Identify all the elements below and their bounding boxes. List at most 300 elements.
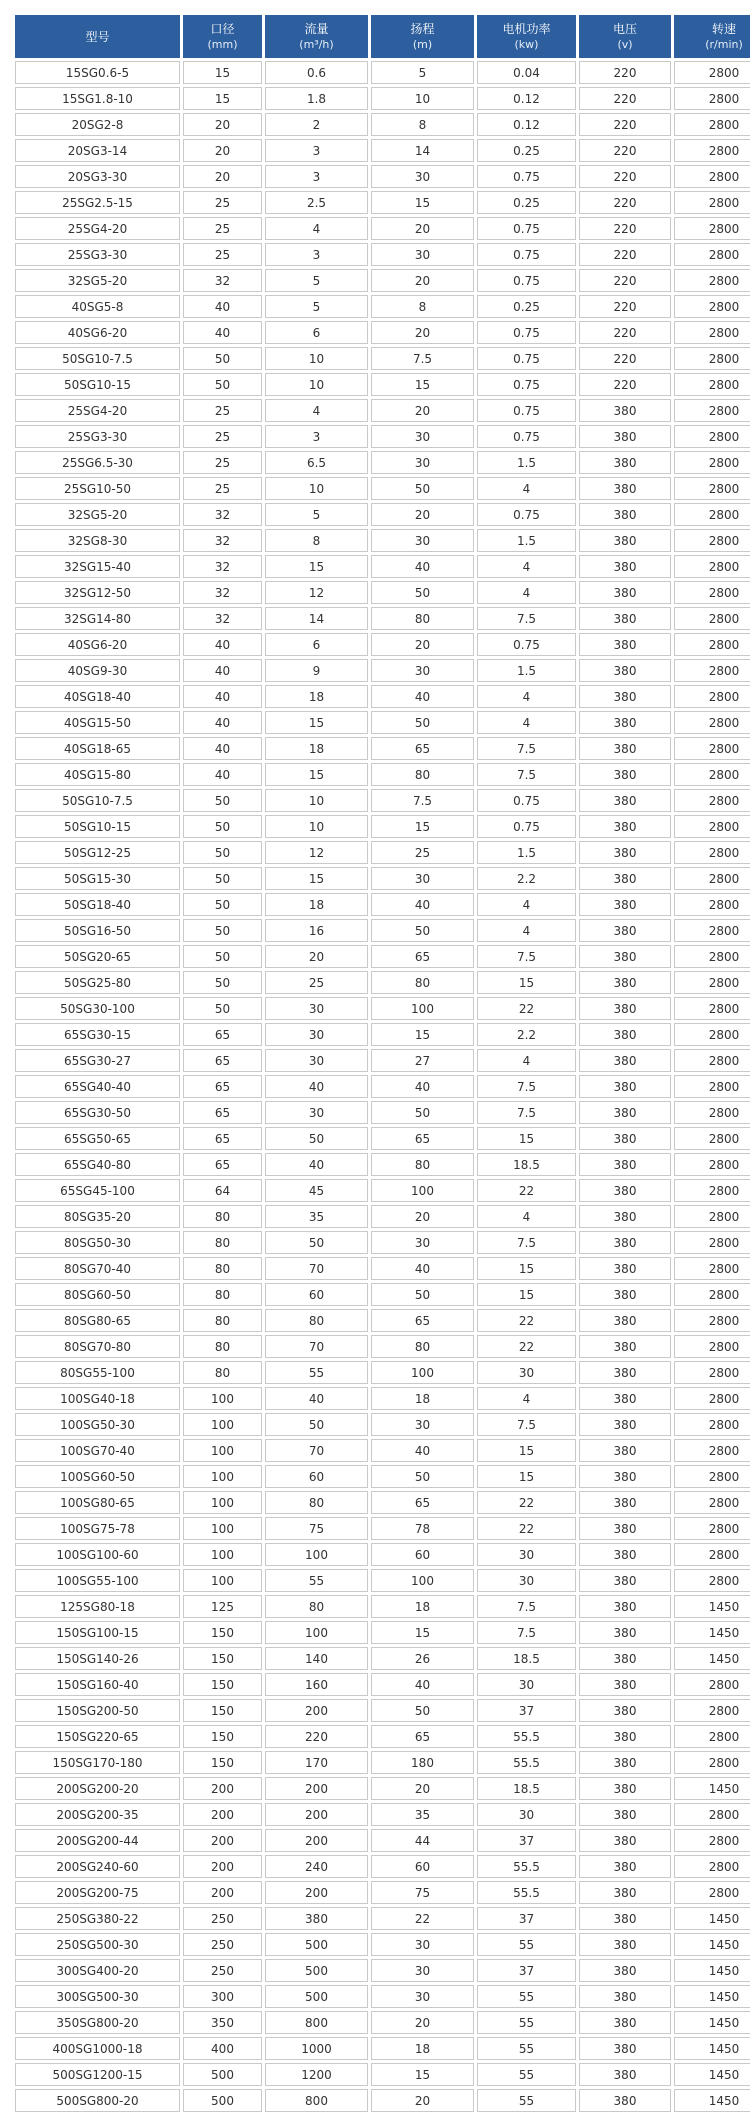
table-row — [15, 2089, 750, 2112]
head-cell: 65 — [371, 1127, 474, 1150]
table-row — [15, 269, 750, 292]
head-cell: 20 — [371, 503, 474, 526]
head-cell: 7.5 — [371, 347, 474, 370]
header-voltage — [579, 15, 671, 58]
head-cell: 30 — [371, 1413, 474, 1436]
flow-cell: 10 — [265, 347, 368, 370]
diameter-cell: 50 — [183, 789, 262, 812]
flow-cell: 800 — [265, 2089, 368, 2112]
head-cell: 30 — [371, 1231, 474, 1254]
head-cell: 80 — [371, 1153, 474, 1176]
head-cell: 40 — [371, 1439, 474, 1462]
table-row — [15, 737, 750, 760]
power-cell: 55 — [477, 2089, 576, 2112]
header-head — [371, 15, 474, 58]
power-cell: 4 — [477, 555, 576, 578]
table-row — [15, 1855, 750, 1878]
power-cell: 0.04 — [477, 61, 576, 84]
speed-cell: 1450 — [674, 2011, 750, 2034]
table-row — [15, 1543, 750, 1566]
voltage-cell: 380 — [579, 763, 671, 786]
head-cell: 40 — [371, 1257, 474, 1280]
model-cell: 25SG4-20 — [15, 217, 180, 240]
diameter-cell: 350 — [183, 2011, 262, 2034]
header-unit: (mm) — [207, 37, 238, 51]
speed-cell: 2800 — [674, 529, 750, 552]
flow-cell: 12 — [265, 581, 368, 604]
voltage-cell: 380 — [579, 1257, 671, 1280]
diameter-cell: 32 — [183, 503, 262, 526]
speed-cell: 2800 — [674, 425, 750, 448]
speed-cell: 2800 — [674, 1049, 750, 1072]
speed-cell: 2800 — [674, 1855, 750, 1878]
power-cell: 4 — [477, 1205, 576, 1228]
flow-cell: 45 — [265, 1179, 368, 1202]
diameter-cell: 25 — [183, 191, 262, 214]
voltage-cell: 220 — [579, 373, 671, 396]
speed-cell: 2800 — [674, 295, 750, 318]
table-row — [15, 1647, 750, 1670]
diameter-cell: 25 — [183, 399, 262, 422]
head-cell: 50 — [371, 581, 474, 604]
header-unit: (kw) — [514, 37, 539, 51]
diameter-cell: 100 — [183, 1439, 262, 1462]
power-cell: 2.2 — [477, 1023, 576, 1046]
flow-cell: 70 — [265, 1439, 368, 1462]
table-row — [15, 633, 750, 656]
table-row — [15, 399, 750, 422]
model-cell: 200SG200-75 — [15, 1881, 180, 1904]
table-row — [15, 1569, 750, 1592]
flow-cell: 3 — [265, 165, 368, 188]
head-cell: 40 — [371, 685, 474, 708]
speed-cell: 2800 — [674, 243, 750, 266]
flow-cell: 16 — [265, 919, 368, 942]
diameter-cell: 100 — [183, 1543, 262, 1566]
voltage-cell: 380 — [579, 711, 671, 734]
model-cell: 250SG380-22 — [15, 1907, 180, 1930]
model-cell: 200SG240-60 — [15, 1855, 180, 1878]
power-cell: 22 — [477, 1491, 576, 1514]
voltage-cell: 380 — [579, 1439, 671, 1462]
model-cell: 200SG200-35 — [15, 1803, 180, 1826]
head-cell: 30 — [371, 425, 474, 448]
voltage-cell: 380 — [579, 2037, 671, 2060]
flow-cell: 500 — [265, 1933, 368, 1956]
model-cell: 80SG70-40 — [15, 1257, 180, 1280]
flow-cell: 15 — [265, 867, 368, 890]
voltage-cell: 380 — [579, 1855, 671, 1878]
speed-cell: 1450 — [674, 2089, 750, 2112]
head-cell: 60 — [371, 1543, 474, 1566]
head-cell: 7.5 — [371, 789, 474, 812]
power-cell: 0.75 — [477, 425, 576, 448]
power-cell: 15 — [477, 1465, 576, 1488]
speed-cell: 2800 — [674, 139, 750, 162]
speed-cell: 2800 — [674, 191, 750, 214]
speed-cell: 2800 — [674, 1023, 750, 1046]
head-cell: 100 — [371, 1569, 474, 1592]
model-cell: 50SG10-15 — [15, 373, 180, 396]
flow-cell: 160 — [265, 1673, 368, 1696]
speed-cell: 2800 — [674, 1491, 750, 1514]
model-cell: 100SG55-100 — [15, 1569, 180, 1592]
header-power — [477, 15, 576, 58]
voltage-cell: 380 — [579, 529, 671, 552]
power-cell: 0.75 — [477, 633, 576, 656]
power-cell: 18.5 — [477, 1777, 576, 1800]
flow-cell: 1.8 — [265, 87, 368, 110]
table-row — [15, 113, 750, 136]
table-row — [15, 555, 750, 578]
header-unit: (m) — [412, 37, 433, 51]
table-row — [15, 867, 750, 890]
diameter-cell: 400 — [183, 2037, 262, 2060]
head-cell: 65 — [371, 1309, 474, 1332]
voltage-cell: 380 — [579, 581, 671, 604]
table-row — [15, 997, 750, 1020]
power-cell: 7.5 — [477, 945, 576, 968]
voltage-cell: 380 — [579, 1725, 671, 1748]
head-cell: 30 — [371, 451, 474, 474]
model-cell: 50SG30-100 — [15, 997, 180, 1020]
head-cell: 65 — [371, 945, 474, 968]
power-cell: 0.75 — [477, 373, 576, 396]
head-cell: 20 — [371, 1777, 474, 1800]
voltage-cell: 380 — [579, 633, 671, 656]
speed-cell: 2800 — [674, 711, 750, 734]
table-row — [15, 763, 750, 786]
table-row — [15, 1673, 750, 1696]
model-cell: 80SG80-65 — [15, 1309, 180, 1332]
voltage-cell: 380 — [579, 1179, 671, 1202]
diameter-cell: 40 — [183, 659, 262, 682]
flow-cell: 20 — [265, 945, 368, 968]
speed-cell: 2800 — [674, 217, 750, 240]
power-cell: 7.5 — [477, 1413, 576, 1436]
table-row — [15, 789, 750, 812]
spec-table — [12, 12, 750, 2115]
diameter-cell: 80 — [183, 1205, 262, 1228]
power-cell: 4 — [477, 893, 576, 916]
model-cell: 50SG25-80 — [15, 971, 180, 994]
flow-cell: 1200 — [265, 2063, 368, 2086]
head-cell: 50 — [371, 1465, 474, 1488]
head-cell: 75 — [371, 1881, 474, 1904]
diameter-cell: 50 — [183, 373, 262, 396]
voltage-cell: 380 — [579, 1309, 671, 1332]
voltage-cell: 380 — [579, 789, 671, 812]
diameter-cell: 20 — [183, 113, 262, 136]
voltage-cell: 380 — [579, 503, 671, 526]
flow-cell: 80 — [265, 1595, 368, 1618]
speed-cell: 2800 — [674, 399, 750, 422]
table-row — [15, 451, 750, 474]
voltage-cell: 380 — [579, 1699, 671, 1722]
speed-cell: 2800 — [674, 451, 750, 474]
diameter-cell: 150 — [183, 1673, 262, 1696]
speed-cell: 2800 — [674, 1881, 750, 1904]
voltage-cell: 380 — [579, 1205, 671, 1228]
model-cell: 200SG200-20 — [15, 1777, 180, 1800]
table-row — [15, 1881, 750, 1904]
speed-cell: 2800 — [674, 1335, 750, 1358]
voltage-cell: 380 — [579, 1049, 671, 1072]
flow-cell: 500 — [265, 1985, 368, 2008]
table-row — [15, 1959, 750, 1982]
model-cell: 50SG10-7.5 — [15, 789, 180, 812]
speed-cell: 2800 — [674, 321, 750, 344]
voltage-cell: 220 — [579, 165, 671, 188]
diameter-cell: 65 — [183, 1049, 262, 1072]
diameter-cell: 100 — [183, 1465, 262, 1488]
table-row — [15, 841, 750, 864]
speed-cell: 2800 — [674, 61, 750, 84]
table-row — [15, 659, 750, 682]
head-cell: 20 — [371, 269, 474, 292]
speed-cell: 1450 — [674, 1777, 750, 1800]
flow-cell: 15 — [265, 763, 368, 786]
head-cell: 60 — [371, 1855, 474, 1878]
header-unit: (r/min) — [705, 37, 743, 51]
model-cell: 50SG12-25 — [15, 841, 180, 864]
speed-cell: 2800 — [674, 1257, 750, 1280]
model-cell: 250SG500-30 — [15, 1933, 180, 1956]
speed-cell: 2800 — [674, 1231, 750, 1254]
power-cell: 30 — [477, 1569, 576, 1592]
flow-cell: 40 — [265, 1075, 368, 1098]
flow-cell: 75 — [265, 1517, 368, 1540]
table-row — [15, 2011, 750, 2034]
header-label: 电机功率 — [502, 21, 551, 36]
model-cell: 150SG160-40 — [15, 1673, 180, 1696]
model-cell: 350SG800-20 — [15, 2011, 180, 2034]
voltage-cell: 380 — [579, 1647, 671, 1670]
model-cell: 40SG15-80 — [15, 763, 180, 786]
flow-cell: 100 — [265, 1621, 368, 1644]
diameter-cell: 32 — [183, 581, 262, 604]
voltage-cell: 380 — [579, 1595, 671, 1618]
model-cell: 65SG50-65 — [15, 1127, 180, 1150]
flow-cell: 100 — [265, 1543, 368, 1566]
head-cell: 50 — [371, 711, 474, 734]
head-cell: 15 — [371, 1023, 474, 1046]
flow-cell: 10 — [265, 789, 368, 812]
diameter-cell: 20 — [183, 165, 262, 188]
diameter-cell: 300 — [183, 1985, 262, 2008]
model-cell: 25SG3-30 — [15, 243, 180, 266]
speed-cell: 1450 — [674, 1907, 750, 1930]
diameter-cell: 80 — [183, 1231, 262, 1254]
voltage-cell: 380 — [579, 685, 671, 708]
voltage-cell: 380 — [579, 1387, 671, 1410]
head-cell: 65 — [371, 737, 474, 760]
flow-cell: 30 — [265, 1101, 368, 1124]
speed-cell: 2800 — [674, 1725, 750, 1748]
voltage-cell: 380 — [579, 1465, 671, 1488]
model-cell: 65SG30-50 — [15, 1101, 180, 1124]
flow-cell: 60 — [265, 1283, 368, 1306]
table-row — [15, 1049, 750, 1072]
power-cell: 7.5 — [477, 1231, 576, 1254]
speed-cell: 2800 — [674, 1179, 750, 1202]
head-cell: 30 — [371, 659, 474, 682]
table-row — [15, 165, 750, 188]
power-cell: 1.5 — [477, 529, 576, 552]
table-row — [15, 1387, 750, 1410]
table-row — [15, 1491, 750, 1514]
power-cell: 15 — [477, 1283, 576, 1306]
table-header — [15, 15, 750, 58]
voltage-cell: 220 — [579, 61, 671, 84]
table-row — [15, 1933, 750, 1956]
power-cell: 4 — [477, 477, 576, 500]
speed-cell: 2800 — [674, 1543, 750, 1566]
model-cell: 40SG6-20 — [15, 321, 180, 344]
flow-cell: 50 — [265, 1231, 368, 1254]
table-row — [15, 1335, 750, 1358]
model-cell: 40SG18-40 — [15, 685, 180, 708]
table-row — [15, 347, 750, 370]
head-cell: 18 — [371, 2037, 474, 2060]
power-cell: 30 — [477, 1543, 576, 1566]
speed-cell: 2800 — [674, 1673, 750, 1696]
model-cell: 40SG18-65 — [15, 737, 180, 760]
diameter-cell: 500 — [183, 2063, 262, 2086]
table-row — [15, 1361, 750, 1384]
diameter-cell: 40 — [183, 763, 262, 786]
head-cell: 100 — [371, 1361, 474, 1384]
model-cell: 50SG20-65 — [15, 945, 180, 968]
speed-cell: 1450 — [674, 1621, 750, 1644]
power-cell: 7.5 — [477, 1595, 576, 1618]
voltage-cell: 380 — [579, 1517, 671, 1540]
power-cell: 18.5 — [477, 1153, 576, 1176]
diameter-cell: 100 — [183, 1413, 262, 1436]
table-row — [15, 1907, 750, 1930]
model-cell: 50SG15-30 — [15, 867, 180, 890]
voltage-cell: 380 — [579, 1777, 671, 1800]
speed-cell: 1450 — [674, 1959, 750, 1982]
model-cell: 100SG100-60 — [15, 1543, 180, 1566]
voltage-cell: 380 — [579, 1101, 671, 1124]
voltage-cell: 220 — [579, 113, 671, 136]
power-cell: 0.12 — [477, 113, 576, 136]
flow-cell: 30 — [265, 1049, 368, 1072]
flow-cell: 30 — [265, 997, 368, 1020]
diameter-cell: 65 — [183, 1127, 262, 1150]
speed-cell: 2800 — [674, 1465, 750, 1488]
flow-cell: 6.5 — [265, 451, 368, 474]
diameter-cell: 32 — [183, 269, 262, 292]
flow-cell: 6 — [265, 321, 368, 344]
flow-cell: 12 — [265, 841, 368, 864]
model-cell: 65SG45-100 — [15, 1179, 180, 1202]
power-cell: 30 — [477, 1673, 576, 1696]
head-cell: 35 — [371, 1803, 474, 1826]
voltage-cell: 380 — [579, 1153, 671, 1176]
table-row — [15, 919, 750, 942]
voltage-cell: 380 — [579, 1881, 671, 1904]
flow-cell: 10 — [265, 373, 368, 396]
table-row — [15, 711, 750, 734]
voltage-cell: 380 — [579, 607, 671, 630]
model-cell: 300SG400-20 — [15, 1959, 180, 1982]
diameter-cell: 50 — [183, 347, 262, 370]
flow-cell: 220 — [265, 1725, 368, 1748]
model-cell: 80SG35-20 — [15, 1205, 180, 1228]
model-cell: 100SG50-30 — [15, 1413, 180, 1436]
model-cell: 500SG1200-15 — [15, 2063, 180, 2086]
table-row — [15, 971, 750, 994]
model-cell: 150SG200-50 — [15, 1699, 180, 1722]
model-cell: 65SG40-80 — [15, 1153, 180, 1176]
speed-cell: 2800 — [674, 893, 750, 916]
head-cell: 180 — [371, 1751, 474, 1774]
table-row — [15, 2037, 750, 2060]
power-cell: 7.5 — [477, 1101, 576, 1124]
voltage-cell: 380 — [579, 1075, 671, 1098]
model-cell: 20SG3-30 — [15, 165, 180, 188]
model-cell: 80SG50-30 — [15, 1231, 180, 1254]
diameter-cell: 25 — [183, 451, 262, 474]
flow-cell: 4 — [265, 217, 368, 240]
flow-cell: 500 — [265, 1959, 368, 1982]
head-cell: 20 — [371, 633, 474, 656]
table-row — [15, 425, 750, 448]
power-cell: 0.75 — [477, 243, 576, 266]
power-cell: 2.2 — [477, 867, 576, 890]
table-row — [15, 243, 750, 266]
speed-cell: 2800 — [674, 581, 750, 604]
power-cell: 1.5 — [477, 659, 576, 682]
table-row — [15, 1101, 750, 1124]
power-cell: 1.5 — [477, 451, 576, 474]
flow-cell: 2.5 — [265, 191, 368, 214]
model-cell: 40SG5-8 — [15, 295, 180, 318]
flow-cell: 55 — [265, 1569, 368, 1592]
table-row — [15, 1595, 750, 1618]
diameter-cell: 150 — [183, 1647, 262, 1670]
table-row — [15, 815, 750, 838]
power-cell: 4 — [477, 581, 576, 604]
table-row — [15, 1777, 750, 1800]
speed-cell: 2800 — [674, 659, 750, 682]
flow-cell: 800 — [265, 2011, 368, 2034]
flow-cell: 15 — [265, 711, 368, 734]
power-cell: 55 — [477, 2037, 576, 2060]
voltage-cell: 380 — [579, 451, 671, 474]
speed-cell: 2800 — [674, 113, 750, 136]
speed-cell: 2800 — [674, 685, 750, 708]
power-cell: 4 — [477, 1387, 576, 1410]
head-cell: 22 — [371, 1907, 474, 1930]
table-row — [15, 1517, 750, 1540]
voltage-cell: 380 — [579, 425, 671, 448]
table-row — [15, 191, 750, 214]
voltage-cell: 220 — [579, 321, 671, 344]
model-cell: 32SG14-80 — [15, 607, 180, 630]
diameter-cell: 50 — [183, 971, 262, 994]
speed-cell: 2800 — [674, 1101, 750, 1124]
voltage-cell: 380 — [579, 893, 671, 916]
table-row — [15, 1699, 750, 1722]
head-cell: 50 — [371, 1101, 474, 1124]
table-row — [15, 1283, 750, 1306]
diameter-cell: 100 — [183, 1517, 262, 1540]
voltage-cell: 220 — [579, 295, 671, 318]
voltage-cell: 220 — [579, 269, 671, 292]
